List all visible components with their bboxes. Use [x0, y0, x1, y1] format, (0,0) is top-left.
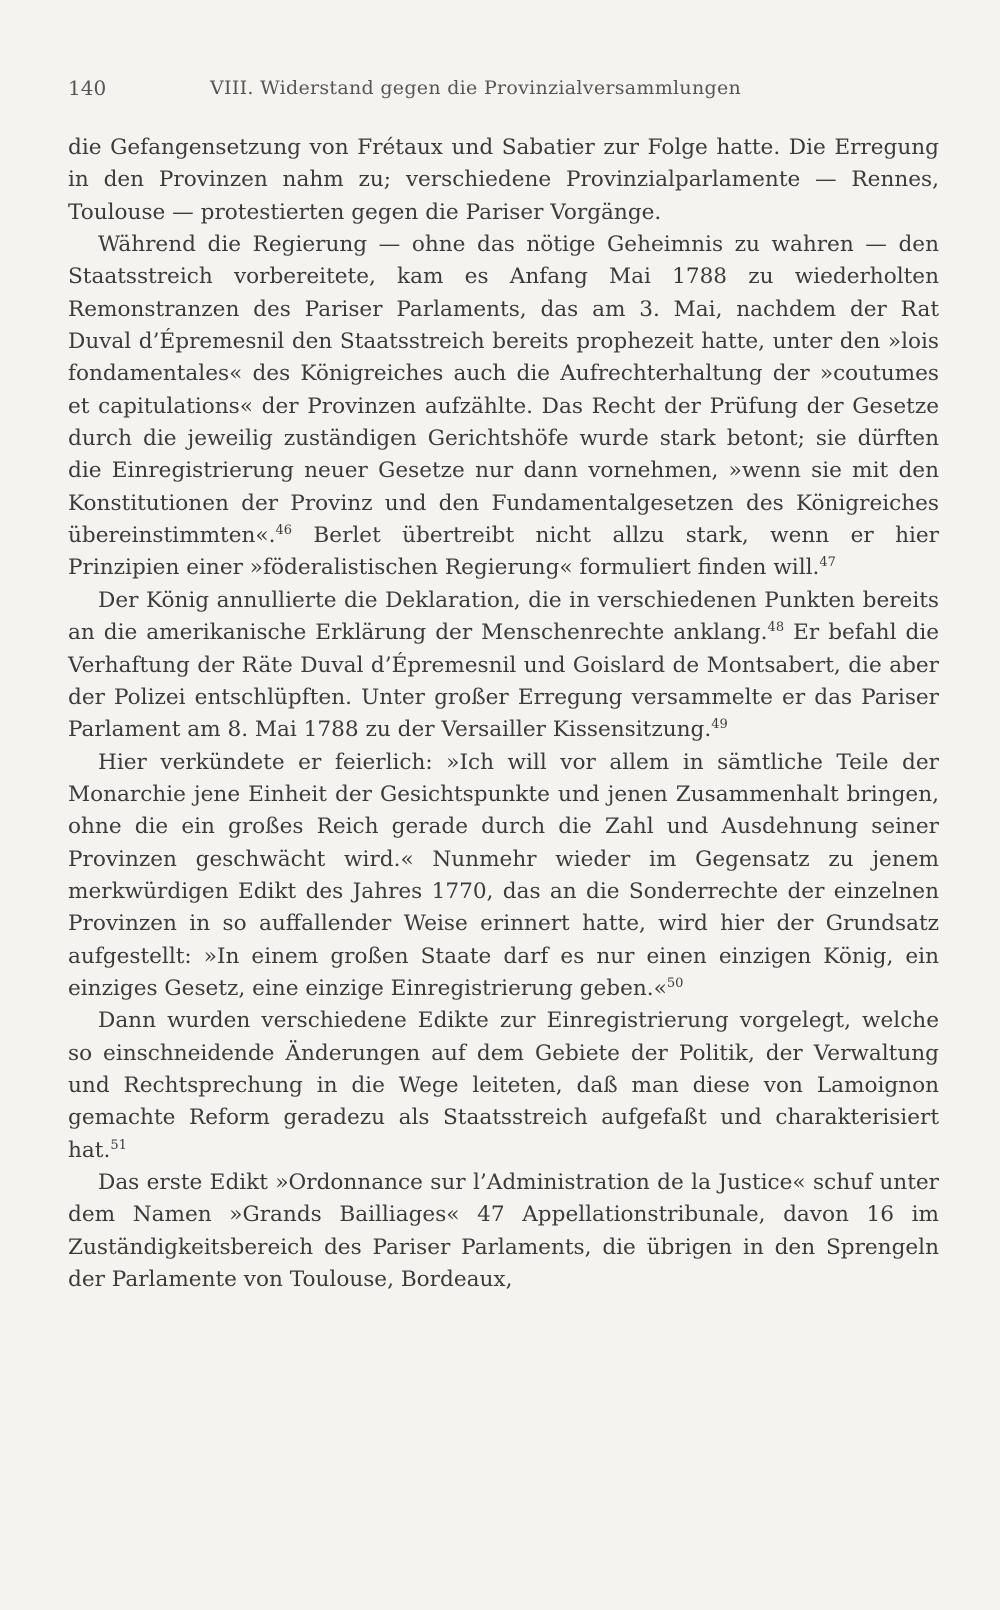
paragraph-text: Er befahl die Verhaftung der Räte Duval d’Épremesnil und Goislard de Montsabert, die aber der Polizei entschlüpften. Unter großer Erregung versammelte er das Pariser Parlament am 8. Mai 1788 zu der Versailler Kissensitzung.: [68, 620, 939, 743]
footnote-ref: 46: [275, 522, 293, 538]
paragraph: [68, 1167, 939, 1296]
paragraph-text: Dann wurden verschiedene Edikte zur Einregistrierung vorgelegt, welche so einschneidende Änderungen auf dem Gebiete der Politik, der Verwaltung und Rechtsprechung in die Wege leiteten, daß man diese von Lamoignon gemachte Reform geradezu als Staatsstreich aufgefaßt und charakterisiert hat.: [68, 1008, 939, 1163]
paragraph: [68, 585, 939, 747]
running-header: [68, 76, 938, 110]
footnote-ref: 50: [666, 975, 684, 991]
paragraph-text: Berlet übertreibt nicht allzu stark, wenn er hier Prinzipien einer »föderalistischen Regierung« formuliert finden will.: [68, 523, 939, 581]
footnote-ref: 49: [711, 717, 728, 732]
paragraph-text: die Gefangensetzung von Frétaux und Sabatier zur Folge hatte. Die Erregung in den Provinzen nahm zu; verschiedene Provinzialparlamente — Rennes, Toulouse — protestierten gegen die Pariser Vorgänge.: [68, 135, 939, 225]
footnote-ref: 51: [110, 1137, 127, 1153]
footnote-ref: 48: [767, 619, 785, 635]
paragraph-text: Der König annullierte die Deklaration, die in verschiedenen Punkten bereits an die amerikanische Erklärung der Menschenrechte anklang.: [68, 587, 939, 646]
page-number: 140: [68, 76, 107, 100]
paragraph-text: Hier verkündete er feierlich: »Ich will vor allem in sämtliche Teile der Monarchie jene Einheit der Gesichtspunkte und jenen Zusammenhalt bringen, ohne die ein großes Reich gerade durch die Zahl und Ausdehnung seiner Provinzen geschwächt wird.« Nunmehr wieder im Gegensatz zu jenem merkwürdigen Edikt des Jahres 1770, das an die Sonderrechte der einzelnen Provinzen in so auffallender Weise erinnert hatte, wird hier der Grundsatz aufgestellt: »In einem großen Staate darf es nur einen einzigen König, ein einziges Gesetz, eine einzige Einregistrierung geben.«: [68, 749, 939, 1001]
paragraph-text: Das erste Edikt »Ordonnance sur l’Administration de la Justice« schuf unter dem Namen »Grands Bailliages« 47 Appellationstribunale, davon 16 im Zuständigkeitsbereich des Pariser Parlaments, die übrigen in den Sprengeln der Parlamente von Toulouse, Bordeaux,: [68, 1170, 939, 1293]
paragraph-text: Während die Regierung — ohne das nötige Geheimnis zu wahren — den Staatsstreich vorbereitete, kam es Anfang Mai 1788 zu wiederholten Remonstranzen des Pariser Parlaments, das am 3. Mai, nachdem der Rat Duval d’Épremesnil den Staatsstreich bereits prophezeit hatte, unter den »lois fondamentales« des Königreiches auch die Aufrechterhaltung der »coutumes et capitulations« der Provinzen aufzählte. Das Recht der Prüfung der Gesetze durch die jeweilig zuständigen Gerichtshöfe wurde stark betont; sie dürften die Einregistrierung neuer Gesetze nur dann vornehmen, »wenn sie mit den Konstitutionen der Provinz und den Fundamentalgesetzen des Königreiches übereinstimmten«.: [68, 232, 939, 549]
footnote-ref: 47: [819, 555, 836, 571]
running-title: VIII. Widerstand gegen die Provinzialversammlungen: [210, 77, 742, 99]
paragraph: [68, 229, 939, 585]
body-text: [68, 132, 939, 1296]
paragraph: [68, 132, 939, 229]
paragraph: [68, 747, 939, 1006]
paragraph: [68, 1005, 939, 1167]
